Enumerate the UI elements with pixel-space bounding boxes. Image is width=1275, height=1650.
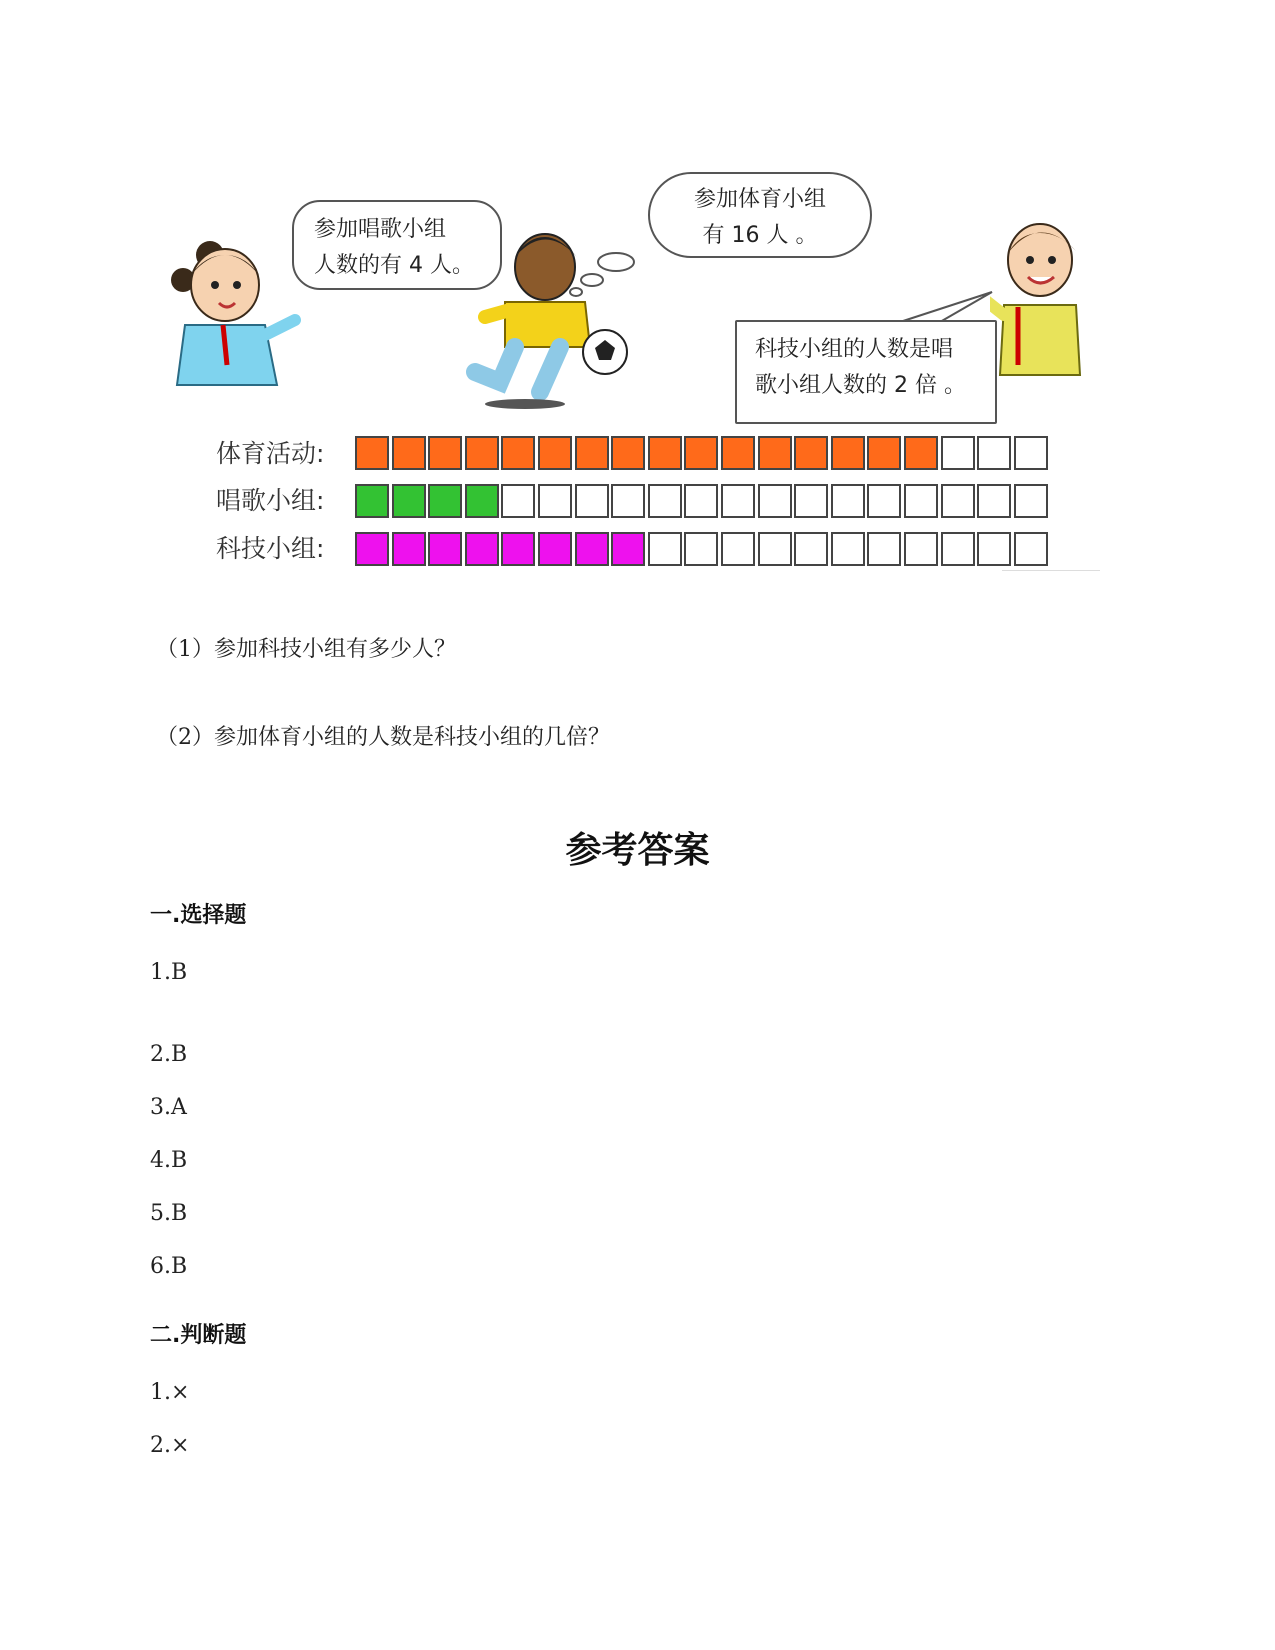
empty-cell bbox=[794, 484, 828, 518]
filled-cell bbox=[355, 484, 389, 518]
speech-bubble-girl bbox=[292, 200, 502, 290]
filled-cell bbox=[831, 436, 865, 470]
empty-cell bbox=[1014, 436, 1048, 470]
filled-cell bbox=[465, 532, 499, 566]
empty-cell bbox=[867, 484, 901, 518]
section-heading-judge: 二.判断题 bbox=[150, 1323, 247, 1348]
empty-cell bbox=[1014, 484, 1048, 518]
empty-cell bbox=[538, 484, 572, 518]
answer-choice-3: 3.A bbox=[150, 1095, 187, 1120]
filled-cell bbox=[501, 436, 535, 470]
row-label-sports: 体育活动: bbox=[216, 439, 325, 468]
filled-cell bbox=[538, 532, 572, 566]
filled-cell bbox=[355, 532, 389, 566]
row-cells-tech bbox=[355, 532, 1050, 566]
bubble-right-line-1: 科技小组的人数是唱 bbox=[755, 337, 954, 362]
filled-cell bbox=[465, 436, 499, 470]
row-label-singing: 唱歌小组: bbox=[216, 486, 325, 515]
empty-cell bbox=[794, 532, 828, 566]
filled-cell bbox=[428, 484, 462, 518]
bubble-boy-line-2: 有 16 人 。 bbox=[702, 223, 818, 248]
empty-cell bbox=[867, 532, 901, 566]
empty-cell bbox=[611, 484, 645, 518]
filled-cell bbox=[758, 436, 792, 470]
filled-cell bbox=[575, 436, 609, 470]
section-heading-choice: 一.选择题 bbox=[150, 903, 247, 928]
speech-bubble-right bbox=[735, 320, 997, 424]
filled-cell bbox=[428, 436, 462, 470]
empty-cell bbox=[941, 436, 975, 470]
filled-cell bbox=[428, 532, 462, 566]
filled-cell bbox=[392, 532, 426, 566]
divider-line bbox=[1002, 570, 1100, 571]
filled-cell bbox=[611, 532, 645, 566]
answer-title: 参考答案 bbox=[565, 829, 710, 871]
bubble-boy-line-1: 参加体育小组 bbox=[693, 187, 826, 212]
empty-cell bbox=[721, 532, 755, 566]
filled-cell bbox=[392, 484, 426, 518]
bubble-girl-line-2: 人数的有 4 人。 bbox=[314, 253, 474, 278]
thought-bubble-boy bbox=[648, 172, 872, 258]
row-cells-sports bbox=[355, 436, 1050, 470]
empty-cell bbox=[648, 532, 682, 566]
answer-choice-4: 4.B bbox=[150, 1148, 188, 1173]
bubble-right-line-2: 歌小组人数的 2 倍 。 bbox=[755, 373, 966, 398]
empty-cell bbox=[575, 484, 609, 518]
answer-choice-2: 2.B bbox=[150, 1042, 188, 1067]
answer-judge-2: 2.× bbox=[150, 1433, 190, 1458]
boy-right-figure bbox=[990, 215, 1090, 395]
empty-cell bbox=[648, 484, 682, 518]
filled-cell bbox=[648, 436, 682, 470]
filled-cell bbox=[867, 436, 901, 470]
filled-cell bbox=[501, 532, 535, 566]
filled-cell bbox=[392, 436, 426, 470]
filled-cell bbox=[611, 436, 645, 470]
answer-judge-1: 1.× bbox=[150, 1380, 190, 1405]
question-1: （1）参加科技小组有多少人？ bbox=[156, 637, 456, 662]
empty-cell bbox=[1014, 532, 1048, 566]
empty-cell bbox=[904, 484, 938, 518]
filled-cell bbox=[904, 436, 938, 470]
empty-cell bbox=[904, 532, 938, 566]
filled-cell bbox=[538, 436, 572, 470]
empty-cell bbox=[721, 484, 755, 518]
empty-cell bbox=[977, 484, 1011, 518]
filled-cell bbox=[721, 436, 755, 470]
empty-cell bbox=[684, 532, 718, 566]
question-2: （2）参加体育小组的人数是科技小组的几倍？ bbox=[156, 725, 610, 750]
answer-choice-6: 6.B bbox=[150, 1254, 188, 1279]
empty-cell bbox=[758, 532, 792, 566]
empty-cell bbox=[758, 484, 792, 518]
row-label-tech: 科技小组: bbox=[216, 534, 325, 563]
empty-cell bbox=[941, 532, 975, 566]
answer-choice-1: 1.B bbox=[150, 960, 188, 985]
filled-cell bbox=[465, 484, 499, 518]
row-cells-singing bbox=[355, 484, 1050, 518]
filled-cell bbox=[575, 532, 609, 566]
empty-cell bbox=[941, 484, 975, 518]
girl-figure bbox=[165, 225, 305, 405]
empty-cell bbox=[684, 484, 718, 518]
empty-cell bbox=[501, 484, 535, 518]
thought-trail bbox=[568, 248, 638, 298]
answer-choice-5: 5.B bbox=[150, 1201, 188, 1226]
empty-cell bbox=[831, 484, 865, 518]
empty-cell bbox=[977, 436, 1011, 470]
bubble-girl-line-1: 参加唱歌小组 bbox=[314, 217, 447, 242]
filled-cell bbox=[355, 436, 389, 470]
filled-cell bbox=[794, 436, 828, 470]
filled-cell bbox=[684, 436, 718, 470]
empty-cell bbox=[831, 532, 865, 566]
empty-cell bbox=[977, 532, 1011, 566]
